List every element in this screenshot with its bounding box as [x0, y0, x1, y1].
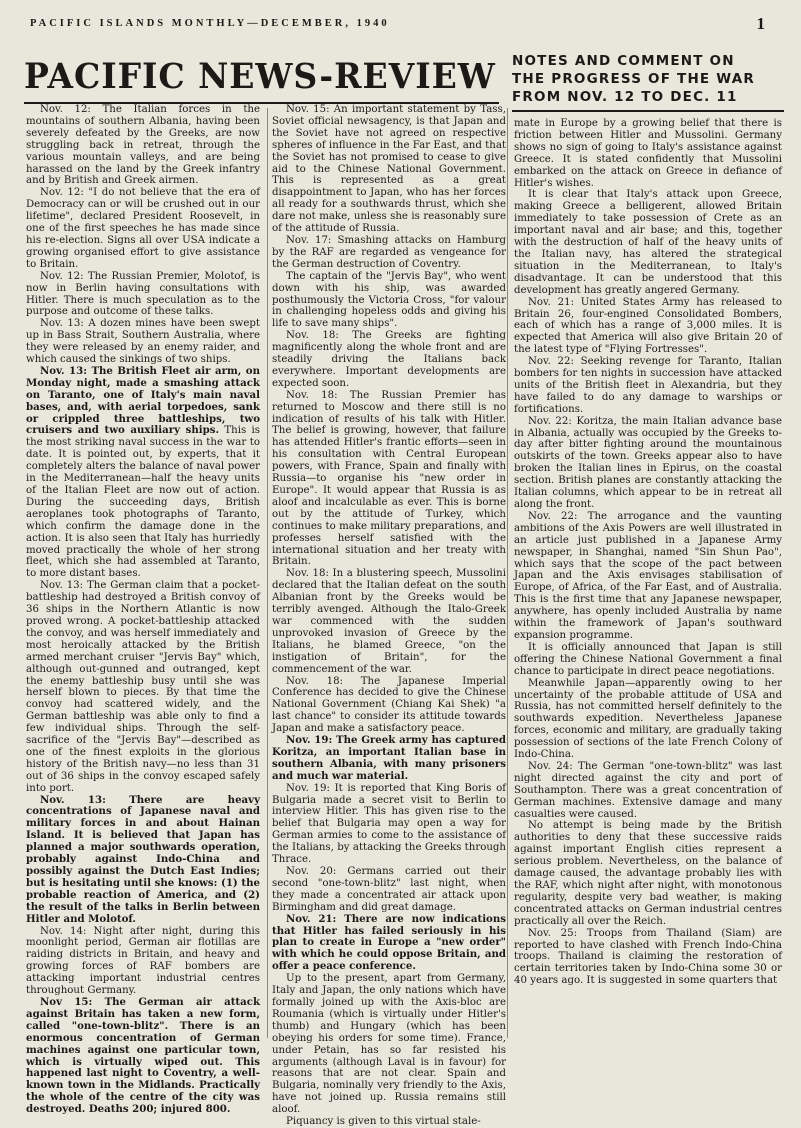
paragraph-text: It is clear that Italy's attack upon Greece, making Greece a belligerent, allowed Britain immediately to take possession of Crete as an important naval and air base; and this, together with the destruction of half of the heavy units of the Italian navy, has altered the strategical situation in the Mediterranean, to Italy's disadvantage. It can be understood that this development has greatly angered Germany. [514, 189, 782, 296]
paragraph-text: Nov. 18: The Japanese Imperial Conference has decided to give the Chinese National Government (Chiang Kai Shek) "a last chance" to consider its attitude towards Japan and make a satisfactory peace. [272, 675, 506, 735]
paragraph-text: Nov. 22: Seeking revenge for Taranto, Italian bombers for ten nights in succession have attacked units of the British fleet in Alexandria, but they have failed to do any damage to warships or fortifications. [514, 356, 782, 415]
paragraph-text: No attempt is being made by the British authorities to deny that these successive raids against important English cities represent a serious problem. Nevertheless, on the balance of damage caused, the advantage probably lies with the RAF, which night after night, with monotonous regularity, despite very bad weather, is making concentrated attacks on German industrial centres practically all over the Reich. [514, 820, 782, 927]
article-paragraph [514, 761, 782, 821]
article-paragraph [272, 1116, 506, 1128]
paragraph-text: Nov. 13: The German claim that a pocket-battleship had destroyed a British convoy of 36 ships in the Northern Atlantic is now proved wrong. A pocket-battleship attacked the convoy, and was herself immediately and most heroically attacked by the British armed merchant cruiser "Jervis Bay" which, although out-gunned and outranged, kept the enemy battleship busy until she was herself blown to pieces. By that time the convoy had scattered widely, and the German battleship was able only to find a few individual ships. Through the self-sacrifice of the "Jervis Bay"—described as one of the finest exploits in the glorious history of the British navy—no less than 31 out of 36 ships in the convoy escaped safely into port. [26, 580, 260, 794]
paragraph-text: Nov. 13: A dozen mines have been swept up in Bass Strait, Southern Australia, where they were released by an enemy raider, and which caused the sinkings of two ships. [26, 318, 260, 366]
masthead-title: PACIFIC NEWS-REVIEW [24, 56, 496, 97]
article-paragraph [26, 926, 260, 997]
article-column-3 [514, 118, 782, 1044]
article-paragraph [272, 104, 506, 235]
notes-heading-line: THE PROGRESS OF THE WAR [512, 71, 755, 87]
column-divider [267, 108, 268, 1038]
article-paragraph [514, 356, 782, 416]
article-paragraph [26, 580, 260, 794]
running-head-title: PACIFIC ISLANDS MONTHLY—DECEMBER, 1940 [30, 18, 390, 29]
paragraph-text: Nov. 19: It is reported that King Boris of Bulgaria made a secret visit to Berlin to interview Hitler. This has given rise to the belief that Bulgaria may open a way for German armies to come to the assistance of the Italians, by attacking the Greeks through Thrace. [272, 782, 506, 866]
article-paragraph [514, 678, 782, 761]
paragraph-text: Nov. 17: Smashing attacks on Hamburg by the RAF are regarded as vengeance for the German destruction of Coventry. [272, 234, 506, 270]
paragraph-text: Meanwhile Japan—apparently owing to her uncertainty of the probable attitude of USA and Russia, has not committed herself definitely to the southwards expedition. Nevertheless Japanese forces, economic and military, are gradually taking possession of sections of the late French Colony of Indo-China. [514, 677, 782, 761]
article-paragraph [26, 104, 260, 187]
notes-heading [512, 52, 784, 106]
paragraph-text: Nov. 20: Germans carried out their second "one-town-blitz" last night, when they made a concentrated air attack upon Birmingham and did great damage. [272, 866, 506, 913]
notes-rule [512, 110, 784, 112]
bold-headline-text: Nov. 21: There are now indications that Hitler has failed seriously in his plan to create in Europe a "new order" with which he could oppose Britain, and offer a peace conference. [272, 912, 506, 973]
paragraph-text: Nov. 18: The Greeks are fighting magnificently along the whole front and are steadily driving the Italians back everywhere. Important developments are expected soon. [272, 330, 506, 389]
notes-heading-line: FROM NOV. 12 TO DEC. 11 [512, 89, 738, 105]
paragraph-text: Nov. 18: In a blustering speech, Mussolini declared that the Italian defeat on the south Albanian front by the Greeks would be terribly avenged. Although the Italo-Greek war commenced with the sudden unprovoked invasion of Greece by the Italians, he blamed Greece, "on the instigation of Britain", for the commencement of the war. [272, 568, 506, 675]
article-paragraph [272, 330, 506, 390]
article-paragraph [26, 366, 260, 580]
paragraph-text: Nov. 12: The Russian Premier, Molotof, is now in Berlin having consultations with Hitler. There is much speculation as to the purpose and outcome of these talks. [26, 270, 260, 318]
article-paragraph [514, 416, 782, 511]
paragraph-text: The captain of the "Jervis Bay", who went down with his ship, was awarded posthumously the Victoria Cross, "for valour in challenging hopeless odds and giving his life to save many ships". [272, 270, 506, 330]
article-paragraph [272, 271, 506, 331]
paragraph-text: Piquancy is given to this virtual stale- [286, 1116, 481, 1128]
article-paragraph [26, 795, 260, 926]
paragraph-text: Up to the present, apart from Germany, Italy and Japan, the only nations which have formally joined up with the Axis-bloc are Roumania (which is virtually under Hitler's thumb) and Hungary (which has been obeying his orders for some time). France, under Petain, has so far resisted his arguments (although Laval is in favour) for reasons that are not clear. Spain and Bulgaria, nominally very friendly to the Axis, have not joined up. Russia remains still aloof. [272, 973, 506, 1116]
paragraph-text: Nov. 12: "I do not believe that the era of Democracy can or will be crushed out in our lifetime", declared President Roosevelt, in one of the first speeches he has made since his re-election. Signs all over USA indicate a growing organised effort to give assistance to Britain. [26, 187, 260, 270]
notes-heading-line: NOTES AND COMMENT ON [512, 53, 735, 69]
paragraph-text: Nov. 22: The arrogance and the vaunting ambitions of the Axis Powers are well illustrated in an article just published in a Japanese Army newspaper, in Shanghai, named "Sin Shun Pao", which says that the scope of the pact between Japan and the Axis envisages stabilisation of Europe, of Africa, of the Far East, and of Australia. This is the first time that any Japanese newspaper, anywhere, has openly included Australia by name within the framework of Japan's southward expansion programme. [514, 510, 782, 641]
article-paragraph [26, 187, 260, 270]
paragraph-text: Nov. 18: The Russian Premier has returned to Moscow and there still is no indication of results of his talk with Hitler. The belief is growing, however, that failure has attended Hitler's frantic efforts—seen in his consultation with Central European powers, with France, Spain and finally with Russia—to organise his "new order in Europe". It would appear that Russia is as aloof and incalculable as ever. This is borne out by the attitude of Turkey, which continues to make military preparations, and professes herself satisfied with the international situation and her treaty with Britain. [272, 389, 506, 568]
article-paragraph [272, 783, 506, 866]
article-paragraph [514, 820, 782, 927]
article-paragraph [514, 511, 782, 642]
article-paragraph [272, 735, 506, 783]
article-paragraph [272, 914, 506, 974]
paragraph-text: Nov. 24: The German "one-town-blitz" was last night directed against the city and port of Southampton. There was a great concentration of German machines. Extensive damage and many casualties were caused. [514, 760, 782, 820]
article-column-1 [26, 104, 260, 1116]
article-paragraph [272, 568, 506, 675]
article-paragraph [272, 235, 506, 271]
paragraph-text: Nov. 21: United States Army has released to Britain 26, four-engined Consolidated Bombers, each of which has a range of 3,000 miles. It is expected that America will also give Britain 20 of the latest type of "Flying Fortresses". [514, 296, 782, 356]
paragraph-text: Nov. 12: The Italian forces in the mountains of southern Albania, having been severely defeated by the Greeks, are now struggling back in retreat, through the various mountain valleys, and are being harassed on the land by the Greek infantry and by British and Greek airmen. [26, 104, 260, 187]
running-head [0, 14, 801, 38]
article-paragraph [26, 271, 260, 319]
article-paragraph [26, 318, 260, 366]
article-paragraph [514, 118, 782, 189]
article-paragraph [272, 973, 506, 1116]
paragraph-text: Nov. 15: An important statement by Tass, Soviet official newsagency, is that Japan and the Soviet have not agreed on respective spheres of influence in the Far East, and that the Soviet has not promised to cease to give aid to the Chinese National Government. This is represented as a great disappointment to Japan, who has her forces all ready for a southwards thrust, which she dare not make, unless she is reasonably sure of the attitude of Russia. [272, 104, 506, 235]
article-paragraph [514, 189, 782, 296]
article-paragraph [272, 866, 506, 914]
bold-headline-text: Nov. 13: There are heavy concentrations of Japanese naval and military forces in and about Hainan Island. It is believed that Japan has planned a major southwards operation, probably against Indo-China and possibly against the Dutch East Indies; but is hesitating until she knows: (1) the probable reaction of America, and (2) the result of the talks in Berlin between Hitler and Molotof. [26, 793, 260, 925]
article-column-2 [272, 104, 506, 1128]
bold-headline-text: Nov. 13: The British Fleet air arm, on Monday night, made a smashing attack on Taranto, one of Italy's main naval bases, and, with aerial torpedoes, sank or crippled three battleships, two cruisers and two auxiliary ships. [26, 364, 260, 437]
paragraph-text: This is the most striking naval success in the war to date. It is pointed out, by experts, that it completely alters the balance of naval power in the Mediterranean—half the heavy units of the Italian Fleet are now out of action. During the succeeding days, British aeroplanes took photographs of Taranto, which confirm the damage done in the action. It is also seen that Italy has hurriedly moved practically the whole of her strong fleet, which she had assembled at Taranto, to more distant bases. [26, 425, 260, 580]
column-divider [507, 108, 508, 1038]
paragraph-text: It is officially announced that Japan is still offering the Chinese National Government a final chance to participate in direct peace negotiations. [514, 641, 782, 677]
paragraph-text: mate in Europe by a growing belief that there is friction between Hitler and Mussolini. Germany shows no sign of going to Italy's assistance against Greece. It is stated confidently that Mussolini embarked on the attack on Greece in defiance of Hitler's wishes. [514, 118, 782, 189]
page-number: 1 [756, 14, 765, 33]
article-paragraph [514, 642, 782, 678]
article-paragraph [514, 928, 782, 988]
bold-headline-text: Nov. 19: The Greek army has captured Koritza, an important Italian base in southern Albania, with many prisoners and much war material. [272, 734, 506, 782]
article-paragraph [272, 390, 506, 569]
bold-headline-text: Nov 15: The German air attack against Britain has taken a new form, called "one-town-blitz". There is an enormous concentration of German machines against one particular town, which is virtually wiped out. This happened last night to Coventry, a well-known town in the Midlands. Practically the whole of the centre of the city was destroyed. Deaths 200; injured 800. [26, 995, 260, 1116]
article-paragraph [514, 297, 782, 357]
article-paragraph [26, 997, 260, 1116]
article-paragraph [272, 676, 506, 736]
paragraph-text: Nov. 14: Night after night, during this moonlight period, German air flotillas are raiding districts in Britain, and heavy and growing forces of RAF bombers are attacking important industrial centres throughout Germany. [26, 925, 260, 997]
paragraph-text: Nov. 25: Troops from Thailand (Siam) are reported to have clashed with French Indo-China troops. Thailand is claiming the restoration of certain territories taken by Indo-China some 30 or 40 years ago. It is suggested in some quarters that [514, 927, 782, 987]
paragraph-text: Nov. 22: Koritza, the main Italian advance base in Albania, actually was occupied by the Greeks to-day after bitter fighting around the mountainous outskirts of the town. Greeks appear also to have broken the Italian lines in Epirus, on the coastal section. British planes are constantly attacking the Italian columns, which appear to be in retreat all along the front. [514, 415, 782, 510]
